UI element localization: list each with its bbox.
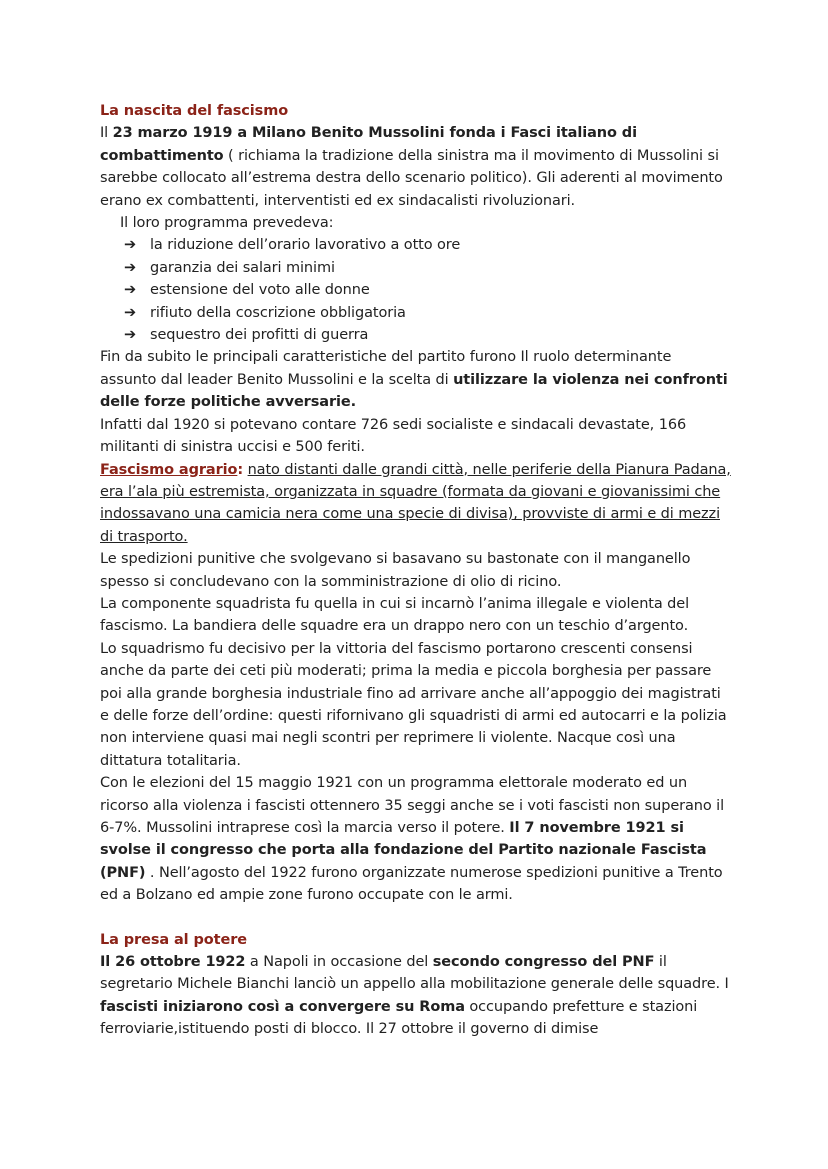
program-list: [100, 234, 732, 346]
arrow-right-icon: ➔: [124, 304, 137, 321]
list-item-text: sequestro dei profitti di guerra: [150, 327, 369, 344]
bold-run: Il 26 ottobre 1922: [100, 954, 246, 971]
text-run: ( richiama la tradizione della sinistra ma il movimento di Mussolini si sarebbe collocato all’estrema destra dello scenario politico). Gli aderenti al movimento erano ex combattenti, interventisti ed ex sindacalisti rivoluzionari.: [100, 147, 723, 209]
text-run: Fin da subito le principali caratteristiche del partito furono Il ruolo determinante assunto dal leader Benito Mussolini e la scelta di: [100, 349, 672, 388]
bold-run: Il 7 novembre 1921 si svolse il congresso che porta alla fondazione del Partito nazionale Fascista (PNF): [100, 820, 707, 881]
section-gap: [100, 907, 732, 929]
underlined-run: nato distanti dalle grandi città, nelle periferie della Pianura Padana, era l’ala più estremista, organizzata in squadre (formata da giovani e giovanissimi che indossavano una camicia nera come una specie di divisa), provviste di armi e di mezzi di trasporto.: [100, 461, 731, 545]
bold-run: fascisti iniziarono così a convergere su Roma: [100, 998, 465, 1015]
arrow-right-icon: ➔: [124, 282, 137, 299]
list-item-text: la riduzione dell’orario lavorativo a otto ore: [150, 237, 461, 254]
section-heading-nascita: La nascita del fascismo: [100, 103, 289, 119]
arrow-right-icon: ➔: [124, 237, 137, 254]
inline-heading-colon: :: [237, 461, 244, 478]
list-item: [124, 302, 732, 324]
arrow-right-icon: ➔: [124, 327, 137, 344]
paragraph-spedizioni: Le spedizioni punitive che svolgevano si basavano su bastonate con il manganello spesso si concludevano con la somministrazione di olio di ricino.: [100, 551, 691, 590]
bold-run: secondo congresso del PNF: [432, 954, 655, 971]
bold-run: utilizzare la violenza nei confronti delle forze politiche avversarie.: [100, 371, 728, 411]
arrow-right-icon: ➔: [124, 259, 137, 276]
list-item: [124, 257, 732, 279]
list-item-text: rifiuto della coscrizione obbligatoria: [150, 304, 406, 321]
paragraph-fascismo-agrario: [100, 459, 732, 549]
paragraph-marcia-roma: [100, 951, 732, 1041]
list-item: [124, 279, 732, 301]
list-item-text: estensione del voto alle donne: [150, 282, 370, 299]
text-run: Il: [100, 125, 113, 142]
paragraph-characteristics: [100, 346, 732, 413]
text-run: . Nell’agosto del 1922 furono organizzate numerose spedizioni punitive a Trento ed a Bolzano ed ampie zone furono occupate con le armi.: [100, 864, 723, 904]
text-run: a Napoli in occasione del: [245, 954, 433, 971]
paragraph-squadrista: La componente squadrista fu quella in cui si incarnò l’anima illegale e violenta del fascismo. La bandiera delle squadre era un drappo nero con un teschio d’argento.: [100, 595, 690, 635]
paragraph-founding: [100, 122, 732, 212]
section-heading-presa-potere: La presa al potere: [100, 931, 247, 948]
program-intro: Il loro programma prevedeva:: [120, 215, 334, 232]
list-item: [124, 234, 732, 256]
text-run: occupando prefetture e stazioni ferroviarie,istituendo posti di blocco. Il 27 ottobre il governo di dimise: [100, 998, 698, 1038]
list-item: [124, 324, 732, 346]
paragraph-elezioni: [100, 772, 732, 906]
list-item-text: garanzia dei salari minimi: [150, 259, 335, 276]
bold-run: 23 marzo 1919 a Milano Benito Mussolini fonda i Fasci italiano di combattimento: [100, 125, 637, 164]
text-run: il segretario Michele Bianchi lanciò un appello alla mobilitazione generale delle squadre. I: [100, 954, 729, 993]
inline-heading-fascismo-agrario: Fascismo agrario: [100, 461, 238, 478]
paragraph-statistics: Infatti dal 1920 si potevano contare 726 sedi socialiste e sindacali devastate, 166 militanti di sinistra uccisi e 500 feriti.: [100, 416, 687, 456]
text-run: Con le elezioni del 15 maggio 1921 con un programma elettorale moderato ed un ricorso alla violenza i fascisti ottennero 35 seggi anche se i voti fascisti non superano il 6-7%. Mussolini intraprese così la marcia verso il potere.: [100, 775, 725, 836]
paragraph-squadrismo: Lo squadrismo fu decisivo per la vittoria del fascismo portarono crescenti consensi anche da parte dei ceti più moderati; prima la media e piccola borghesia per passare poi alla grande borghesia industriale fino ad arrivare anche all’appoggio dei magistrati e delle forze dell’ordine: questi rifornivano gli squadristi di armi ed autocarri e la polizia non interviene quasi mai negli scontri per reprimere li violente. Nacque così una dittatura totalitaria.: [100, 640, 727, 769]
document-body: [100, 100, 732, 1041]
